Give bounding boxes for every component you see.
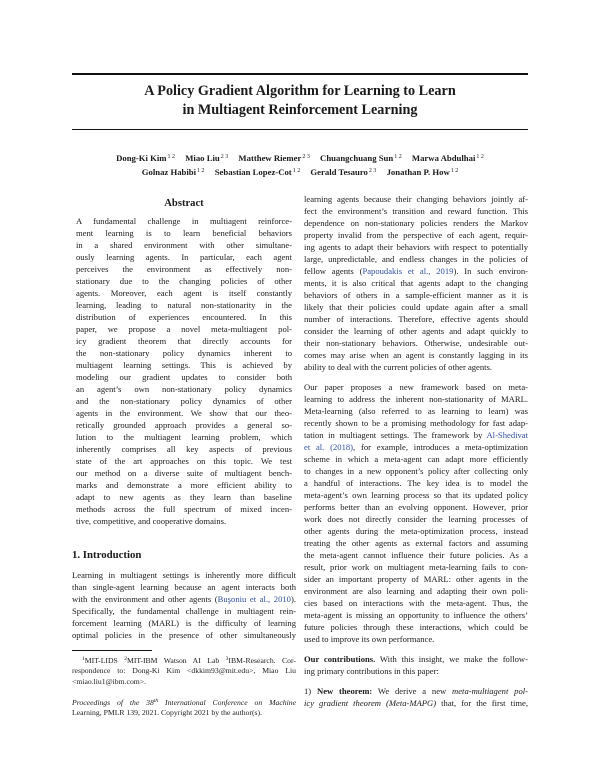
abstract-heading: Abstract — [164, 198, 204, 209]
author — [310, 167, 376, 177]
author — [387, 167, 459, 177]
text-line: behaviors of others in a sample-efficient manner as it is — [304, 290, 528, 300]
text-line: comes may arise when an agent is constantly lagging in its — [304, 350, 528, 360]
text-line: stationary due to the changing policies of other — [76, 276, 292, 286]
text-line: paper, we propose a novel meta-multiagent pol- — [76, 324, 292, 334]
author — [238, 153, 309, 163]
abstract-body — [72, 215, 296, 527]
text-line: Learning in multiagent settings is inherently more difficult — [72, 570, 296, 580]
author-name: Gerald Tesauro — [310, 167, 368, 177]
footnote-rule — [72, 650, 152, 651]
author — [412, 153, 484, 163]
text-line: icy gradient theorem that directly accounts for — [76, 336, 292, 346]
author — [142, 167, 205, 177]
section-heading-introduction: 1. Introduction — [72, 549, 142, 561]
text-line: state of the art approaches on this topic. We test — [76, 456, 292, 466]
text-line: ing agents to adapt their behaviors with respect to potentially — [304, 242, 528, 252]
text-line — [304, 653, 528, 665]
author-affiliation: 2 3 — [368, 168, 377, 174]
text-run: tation in multiagent settings. The framework by — [304, 430, 487, 440]
text-line: ously learning agents. In particular, each agent — [76, 252, 292, 262]
text-line: adapt to new agents as they learn than baseline — [76, 492, 292, 502]
title-line: in Multiagent Reinforcement Learning — [182, 102, 418, 118]
footnote-marker: 3 — [225, 656, 229, 662]
author-name: Marwa Abdulhai — [411, 153, 476, 163]
text-line: our method on a diverse suite of multiagent bench- — [76, 468, 292, 478]
text-line: inherently comprises all key aspects of previous — [76, 444, 292, 454]
text-line: a handful of interactions. The key idea is to model the — [304, 478, 528, 488]
author-affiliation: 1 2 — [450, 168, 459, 174]
text-line: learning agents because their changing behaviors jointly af- — [304, 194, 528, 204]
text-line — [304, 265, 528, 277]
text-line: treating the other agents as external factors and assuming — [304, 538, 528, 548]
text-line: ing primary contributions in this paper: — [304, 666, 439, 676]
text-line: environment are also learning and adapting their own poli- — [304, 586, 528, 596]
footnote-marker: 2 — [124, 656, 127, 662]
text-line: ment learning is to learn beneficial behaviors — [76, 228, 292, 238]
citation-link[interactable]: Al-Shedivat — [486, 430, 528, 440]
text-line: multiagent learning settings. This is achieved by — [76, 360, 292, 370]
text-line: the meta-agent cannot influence their future policies. As a — [304, 550, 528, 560]
text-line — [72, 593, 296, 605]
author-name: Chuangchuang Sun — [320, 153, 394, 163]
text-run: ). In such environ- — [453, 266, 528, 276]
citation-link[interactable]: Papoudakis et al., 2019 — [362, 266, 454, 276]
author-row — [72, 151, 528, 165]
text-line: to changes in a new opponent’s policy after collecting only — [304, 466, 528, 476]
text-line: result, prior work on multiagent meta-learning fails to con- — [304, 562, 528, 572]
text-run: icy gradient theorem (Meta-MAPG) — [304, 698, 437, 708]
text-line: perceives the environment as effectively non- — [76, 264, 292, 274]
text-line: and the non-stationary policy dynamics of other — [76, 396, 292, 406]
author — [215, 167, 300, 177]
author-affiliation: 1 2 — [292, 168, 301, 174]
text-line: ability to deal with the current policies of other agents. — [304, 362, 493, 372]
text-line: the non-stationary policy dynamics inherent to — [76, 348, 292, 358]
text-line: than single-agent learning because an agent interacts both — [72, 582, 296, 592]
text-line: in a shared environment with other simultane- — [76, 240, 292, 250]
text-run: International Conference on Machine — [158, 698, 296, 707]
text-line: lution to the multiagent learning problem, which — [76, 432, 292, 442]
author-name: Matthew Riemer — [238, 153, 302, 163]
citation-link[interactable]: et al. (2018) — [304, 442, 354, 452]
text-line: meta-agent’s own learning process so that its updated policy — [304, 490, 528, 500]
author-name: Sebastian Lopez-Cot — [214, 167, 292, 177]
author-name: Jonathan P. How — [386, 167, 450, 177]
author-affiliation: 1 2 — [476, 154, 484, 160]
text-line: large, unpredictable, and endless changes in the policies of — [304, 254, 528, 264]
text-run: IBM-Research. Cor- — [228, 656, 296, 665]
text-line: future policies through these interactions, which could be — [304, 622, 528, 632]
affiliation-footnote — [72, 654, 296, 687]
author-affiliation: 2 3 — [302, 154, 310, 160]
citation-link[interactable]: Buşoniu et al., 2010 — [217, 594, 291, 604]
text-line: forcement learning (MARL) is the difficulty of learning — [72, 618, 296, 628]
text-line: other agents during the meta-optimization process, instead — [304, 526, 528, 536]
text-line: marks and demonstrate a more efficient ability to — [76, 480, 292, 490]
footnote-line: respondence to: Dong-Ki Kim <dkkim93@mit.edu>, Miao Liu — [72, 666, 296, 675]
text-run: fellow agents ( — [304, 266, 363, 276]
text-line: tive, competitive, and cooperative domains. — [76, 516, 227, 526]
author-name: Golnaz Habibi — [141, 167, 197, 177]
text-line: dependence on non-stationary policies renders the Markov — [304, 218, 528, 228]
text-run: MIT-IBM Watson AI Lab — [127, 656, 226, 665]
text-line: likely that their policies could update again after a small — [304, 302, 528, 312]
text-line: Meta-learning (also referred to as learning to learn) was — [304, 406, 528, 416]
title-rule-top — [72, 73, 528, 75]
text-line: distribution of experiences encountered. In this — [76, 312, 292, 322]
author-list — [72, 151, 528, 179]
text-line: used to improve its own performance. — [304, 634, 435, 644]
text-line: consider the learning of other agents and adapt quickly to — [304, 326, 528, 336]
title-rule-bottom — [72, 129, 528, 130]
text-line: Our paper proposes a new framework based on meta- — [304, 382, 528, 392]
text-line: performs better than an evolving opponent. However, prior — [304, 502, 528, 512]
text-line: learning to address the inherent non-stationarity of MARL. — [304, 394, 528, 404]
text-line — [304, 685, 528, 697]
text-run: that, for the first time, — [436, 698, 528, 708]
text-run: ). — [290, 594, 296, 604]
text-line: ments, it is also critical that agents adapt to the changing — [304, 278, 528, 288]
footnote-marker: 1 — [82, 656, 85, 662]
intro-paragraph-continued — [304, 193, 528, 373]
text-line: learning, leading to natural non-stationarity in the — [76, 300, 292, 310]
contribution-label: New theorem: — [316, 686, 373, 696]
text-line: sider an important property of MARL: other agents in the — [304, 574, 528, 584]
text-line: methods across the full spectrum of mixed incen- — [76, 504, 292, 514]
left-column — [72, 197, 296, 718]
text-line: scheme in which a meta-agent can adapt more efficiently — [304, 454, 528, 464]
text-line: their non-stationary behaviors. Otherwise, undesirable out- — [304, 338, 528, 348]
text-run: With this insight, we make the follow- — [375, 654, 528, 664]
list-number: 1) — [304, 686, 317, 696]
contribution-item-1 — [304, 685, 528, 709]
text-line: meta-agent is missing an opportunity to influence the others’ — [304, 610, 528, 620]
author-row — [72, 165, 528, 179]
text-line: modeling our gradient updates to consider both — [76, 372, 292, 382]
author — [320, 153, 402, 163]
introduction-paragraph — [72, 569, 296, 641]
author-name: Miao Liu — [185, 153, 220, 163]
author — [116, 153, 175, 163]
author-affiliation: 1 2 — [394, 154, 402, 160]
text-line: recently shown to be a promising methodology for fast adap- — [304, 418, 528, 428]
text-line — [304, 697, 528, 709]
paper-title — [72, 82, 528, 120]
footnote-line — [72, 696, 296, 707]
contributions-paragraph — [304, 653, 528, 677]
text-line: work does not directly consider the learning processes of — [304, 514, 528, 524]
text-run: meta-multiagent pol- — [452, 686, 528, 696]
author — [185, 153, 228, 163]
text-line: agents in the environment. We show that our theo- — [76, 408, 292, 418]
title-line: A Policy Gradient Algorithm for Learning to Learn — [144, 83, 456, 99]
text-line: fect the environment’s transition and reward function. This — [304, 206, 528, 216]
text-line: agents. Moreover, each agent is itself constantly — [76, 288, 292, 298]
author-affiliation: 2 3 — [220, 154, 229, 160]
text-line: retically grounded approach provides a general so- — [76, 420, 292, 430]
text-line — [304, 429, 528, 441]
text-run: MIT-LIDS — [84, 656, 125, 665]
text-run: Proceedings of the 38 — [72, 698, 154, 707]
text-line: optimal policies in the presence of other simultaneously — [72, 630, 296, 640]
footnote-line — [72, 654, 296, 665]
intro-paragraph-framework — [304, 381, 528, 645]
text-line: cies based on interactions with the meta-agent. Thus, the — [304, 598, 528, 608]
text-line: an agent’s own non-stationary policy dynamics — [76, 384, 292, 394]
text-line: Specifically, the fundamental challenge in multiagent rein- — [72, 606, 296, 616]
contributions-label: Our contributions. — [304, 654, 376, 664]
text-run: with the environment and other agents ( — [72, 594, 218, 604]
text-line: property invalid from the perspective of each agent, requir- — [304, 230, 528, 240]
text-line: number of interactions. Therefore, effective agents should — [304, 314, 528, 324]
author-affiliation: 1 2 — [167, 154, 176, 160]
author-name: Dong-Ki Kim — [116, 153, 167, 163]
superscript: th — [153, 698, 159, 704]
proceedings-note — [72, 696, 296, 718]
text-line: A fundamental challenge in multiagent reinforce- — [76, 216, 292, 226]
text-line — [304, 441, 528, 453]
text-run: We derive a new — [372, 686, 453, 696]
footnote-line: Learning, PMLR 139, 2021. Copyright 2021 by the author(s). — [72, 708, 263, 717]
text-run: , for example, introduces a meta-optimization — [353, 442, 528, 452]
author-affiliation: 1 2 — [197, 168, 205, 174]
right-column — [304, 193, 528, 709]
footnote-line: <miao.liu1@ibm.com>. — [72, 677, 147, 686]
